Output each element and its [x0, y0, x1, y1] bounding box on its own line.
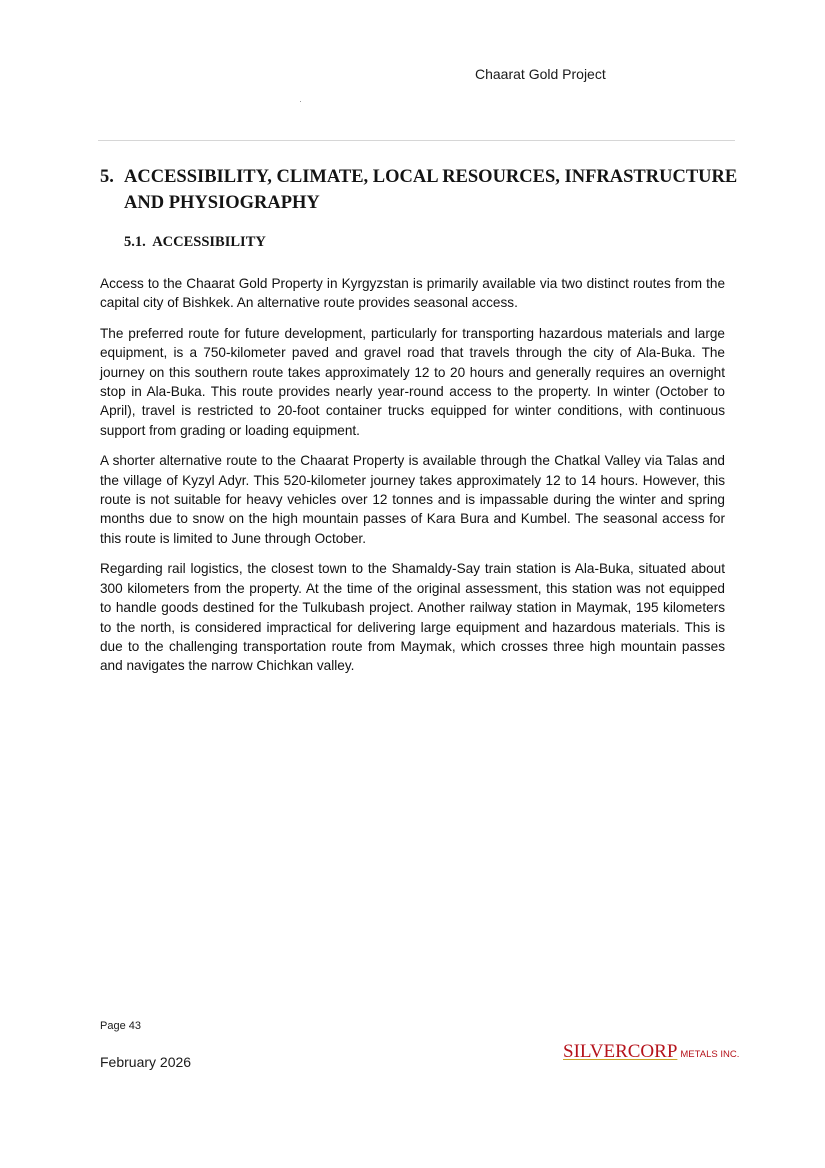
body-text	[100, 274, 725, 687]
page-number: Page 43	[100, 1020, 141, 1032]
header-divider	[98, 140, 735, 141]
paragraph: A shorter alternative route to the Chaarat Property is available through the Chatkal Valley via Talas and the village of Kyzyl Adyr. This 520-kilometer journey takes approximately 12 to 14 hours. However, this route is not suitable for heavy vehicles over 12 tonnes and is impassable during the winter and spring months due to snow on the high mountain passes of Kara Bura and Kumbel. The seasonal access for this route is limited to June through October.	[100, 453, 725, 546]
section-title-line2: AND PHYSIOGRAPHY	[124, 193, 320, 213]
running-header-title: Chaarat Gold Project	[475, 66, 606, 82]
paragraph: Regarding rail logistics, the closest town to the Shamaldy-Say train station is Ala-Buka, situated about 300 kilometers from the property. At the time of the original assessment, this station was not equipped to handle goods destined for the Tulkubash project. Another railway station in Maymak, 195 kilometers to the north, is considered impractical for delivering large equipment and hazardous materials. This is due to the challenging transportation route from Maymak, which crosses three high mountain passes and navigates the narrow Chichkan valley.	[100, 561, 725, 674]
section-heading	[100, 164, 740, 216]
paragraph: Access to the Chaarat Gold Property in Kyrgyzstan is primarily available via two distinct routes from the capital city of Bishkek. An alternative route provides seasonal access.	[100, 276, 725, 311]
subsection-heading	[124, 234, 266, 251]
logo-subtitle: METALS INC.	[680, 1049, 740, 1060]
logo-wordmark: SILVERCORP	[563, 1041, 678, 1062]
silvercorp-logo	[563, 1041, 739, 1063]
header-mark	[300, 101, 301, 102]
subsection-number: 5.1.	[124, 234, 146, 250]
section-number: 5.	[100, 167, 114, 187]
footer-date: February 2026	[100, 1054, 192, 1070]
paragraph: The preferred route for future development, particularly for transporting hazardous materials and large equipment, is a 750-kilometer paved and gravel road that travels through the city of Ala-Buka. The journey on this southern route takes approximately 12 to 20 hours and generally requires an overnight stop in Ala-Buka. This route provides nearly year-round access to the property. In winter (October to April), travel is restricted to 20-foot container trucks equipped for winter conditions, with continuous support from grading or loading equipment.	[100, 325, 725, 438]
subsection-title: ACCESSIBILITY	[152, 234, 266, 250]
section-title-line1: ACCESSIBILITY, CLIMATE, LOCAL RESOURCES, INFRASTRUCTURE	[124, 167, 738, 187]
